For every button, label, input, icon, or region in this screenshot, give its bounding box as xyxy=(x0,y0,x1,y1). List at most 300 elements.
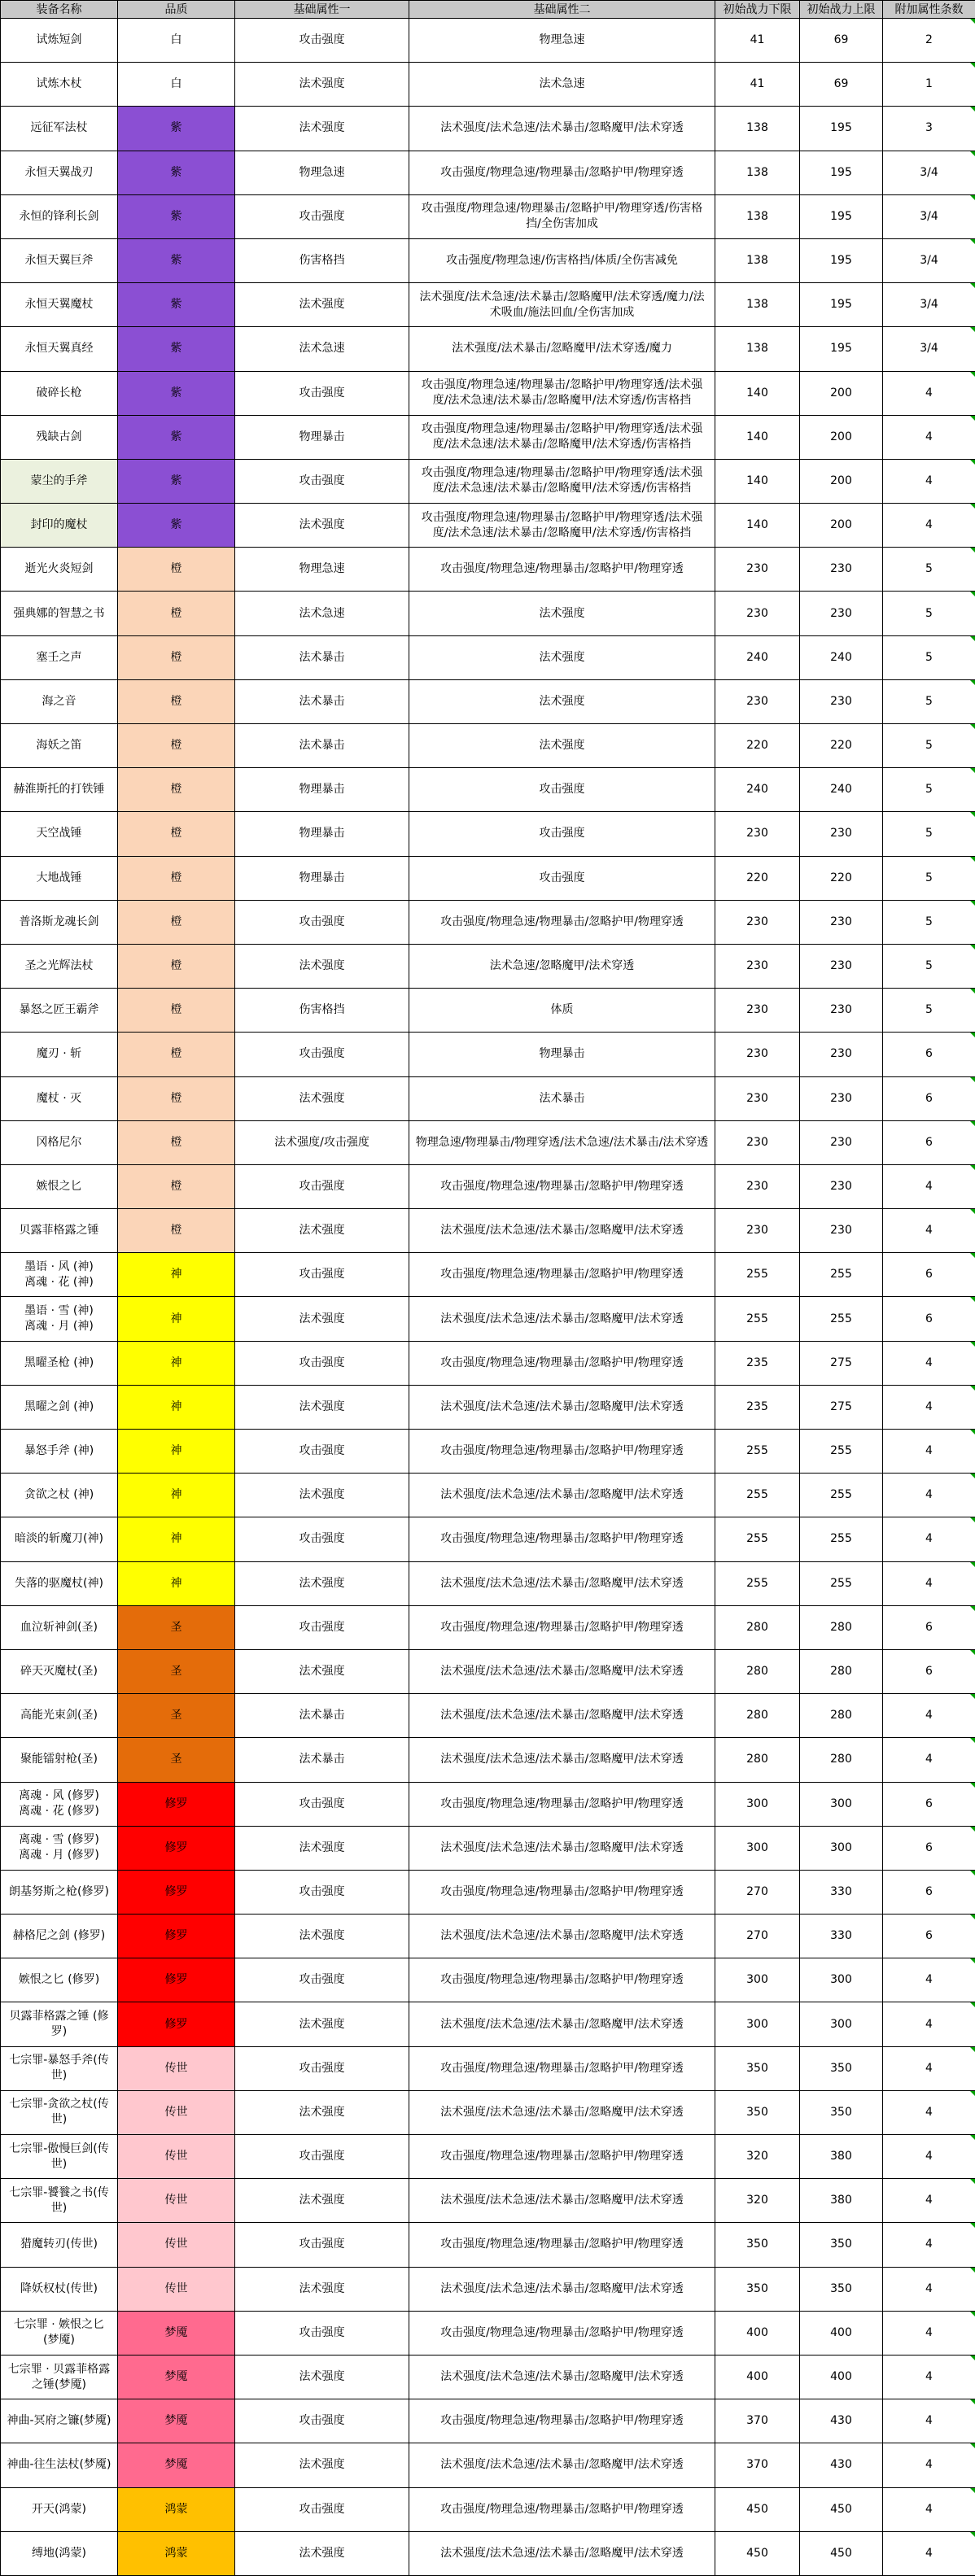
cell-attr2[interactable] xyxy=(409,592,715,635)
cell-min-power[interactable] xyxy=(715,1694,800,1738)
cell-max-power[interactable] xyxy=(800,944,883,988)
cell-attr1[interactable] xyxy=(235,107,409,151)
cell-attr2[interactable] xyxy=(409,459,715,503)
cell-min-power[interactable] xyxy=(715,1561,800,1605)
cell-name[interactable] xyxy=(1,1517,118,1561)
cell-attr2[interactable] xyxy=(409,2487,715,2531)
cell-quality[interactable] xyxy=(118,1341,235,1385)
cell-min-power[interactable] xyxy=(715,2002,800,2046)
cell-attr1[interactable] xyxy=(235,371,409,415)
cell-extra-count[interactable] xyxy=(883,194,975,238)
cell-max-power[interactable] xyxy=(800,1076,883,1120)
cell-min-power[interactable] xyxy=(715,679,800,723)
cell-attr2[interactable] xyxy=(409,1915,715,1958)
cell-name[interactable] xyxy=(1,1164,118,1208)
cell-extra-count[interactable] xyxy=(883,1341,975,1385)
cell-min-power[interactable] xyxy=(715,724,800,768)
cell-max-power[interactable] xyxy=(800,1297,883,1341)
cell-attr1[interactable] xyxy=(235,2311,409,2355)
cell-min-power[interactable] xyxy=(715,1826,800,1870)
cell-name[interactable] xyxy=(1,1782,118,1826)
cell-attr1[interactable] xyxy=(235,1209,409,1253)
cell-min-power[interactable] xyxy=(715,194,800,238)
cell-quality[interactable] xyxy=(118,2267,235,2311)
cell-attr1[interactable] xyxy=(235,415,409,459)
cell-quality[interactable] xyxy=(118,944,235,988)
cell-min-power[interactable] xyxy=(715,1253,800,1297)
cell-max-power[interactable] xyxy=(800,2311,883,2355)
cell-extra-count[interactable] xyxy=(883,1209,975,1253)
cell-name[interactable] xyxy=(1,1209,118,1253)
cell-attr1[interactable] xyxy=(235,1164,409,1208)
cell-min-power[interactable] xyxy=(715,151,800,194)
cell-name[interactable] xyxy=(1,19,118,63)
cell-name[interactable] xyxy=(1,1341,118,1385)
cell-attr2[interactable] xyxy=(409,1517,715,1561)
cell-extra-count[interactable] xyxy=(883,415,975,459)
cell-name[interactable] xyxy=(1,2443,118,2487)
cell-name[interactable] xyxy=(1,1253,118,1297)
cell-extra-count[interactable] xyxy=(883,1649,975,1693)
cell-max-power[interactable] xyxy=(800,635,883,679)
cell-quality[interactable] xyxy=(118,1474,235,1517)
cell-attr2[interactable] xyxy=(409,1076,715,1120)
cell-min-power[interactable] xyxy=(715,1209,800,1253)
cell-min-power[interactable] xyxy=(715,1738,800,1782)
cell-extra-count[interactable] xyxy=(883,679,975,723)
cell-name[interactable] xyxy=(1,504,118,548)
cell-min-power[interactable] xyxy=(715,2135,800,2179)
cell-max-power[interactable] xyxy=(800,1033,883,1076)
cell-quality[interactable] xyxy=(118,1164,235,1208)
cell-quality[interactable] xyxy=(118,504,235,548)
cell-quality[interactable] xyxy=(118,2002,235,2046)
cell-attr2[interactable] xyxy=(409,724,715,768)
cell-attr1[interactable] xyxy=(235,856,409,900)
cell-extra-count[interactable] xyxy=(883,1253,975,1297)
cell-attr1[interactable] xyxy=(235,327,409,371)
cell-name[interactable] xyxy=(1,459,118,503)
cell-min-power[interactable] xyxy=(715,1164,800,1208)
cell-name[interactable] xyxy=(1,768,118,812)
cell-attr1[interactable] xyxy=(235,1430,409,1474)
cell-quality[interactable] xyxy=(118,1120,235,1164)
cell-min-power[interactable] xyxy=(715,944,800,988)
cell-name[interactable] xyxy=(1,1958,118,2002)
cell-extra-count[interactable] xyxy=(883,283,975,327)
cell-min-power[interactable] xyxy=(715,459,800,503)
cell-max-power[interactable] xyxy=(800,1826,883,1870)
cell-extra-count[interactable] xyxy=(883,459,975,503)
cell-max-power[interactable] xyxy=(800,2002,883,2046)
cell-name[interactable] xyxy=(1,1649,118,1693)
cell-quality[interactable] xyxy=(118,548,235,592)
cell-attr2[interactable] xyxy=(409,679,715,723)
cell-name[interactable] xyxy=(1,1915,118,1958)
cell-name[interactable] xyxy=(1,2531,118,2575)
cell-quality[interactable] xyxy=(118,592,235,635)
cell-attr2[interactable] xyxy=(409,1958,715,2002)
cell-attr2[interactable] xyxy=(409,1120,715,1164)
cell-name[interactable] xyxy=(1,1033,118,1076)
cell-min-power[interactable] xyxy=(715,1430,800,1474)
cell-attr2[interactable] xyxy=(409,2355,715,2399)
cell-max-power[interactable] xyxy=(800,1649,883,1693)
cell-name[interactable] xyxy=(1,1561,118,1605)
cell-min-power[interactable] xyxy=(715,1605,800,1649)
cell-name[interactable] xyxy=(1,1870,118,1914)
cell-name[interactable] xyxy=(1,2399,118,2443)
cell-extra-count[interactable] xyxy=(883,2179,975,2223)
cell-min-power[interactable] xyxy=(715,1033,800,1076)
cell-attr1[interactable] xyxy=(235,1870,409,1914)
cell-attr2[interactable] xyxy=(409,2223,715,2267)
cell-min-power[interactable] xyxy=(715,1341,800,1385)
cell-attr1[interactable] xyxy=(235,724,409,768)
cell-quality[interactable] xyxy=(118,2487,235,2531)
cell-name[interactable] xyxy=(1,548,118,592)
cell-min-power[interactable] xyxy=(715,327,800,371)
cell-min-power[interactable] xyxy=(715,2311,800,2355)
cell-extra-count[interactable] xyxy=(883,724,975,768)
cell-name[interactable] xyxy=(1,635,118,679)
cell-min-power[interactable] xyxy=(715,1076,800,1120)
cell-quality[interactable] xyxy=(118,1253,235,1297)
cell-attr1[interactable] xyxy=(235,1076,409,1120)
cell-min-power[interactable] xyxy=(715,1870,800,1914)
cell-attr1[interactable] xyxy=(235,1738,409,1782)
cell-quality[interactable] xyxy=(118,1738,235,1782)
cell-min-power[interactable] xyxy=(715,1649,800,1693)
cell-name[interactable] xyxy=(1,1605,118,1649)
cell-attr2[interactable] xyxy=(409,1253,715,1297)
cell-name[interactable] xyxy=(1,900,118,944)
cell-attr1[interactable] xyxy=(235,592,409,635)
cell-quality[interactable] xyxy=(118,415,235,459)
cell-attr1[interactable] xyxy=(235,768,409,812)
cell-attr1[interactable] xyxy=(235,1474,409,1517)
cell-attr2[interactable] xyxy=(409,19,715,63)
cell-min-power[interactable] xyxy=(715,548,800,592)
cell-name[interactable] xyxy=(1,238,118,282)
cell-extra-count[interactable] xyxy=(883,2267,975,2311)
cell-quality[interactable] xyxy=(118,1209,235,1253)
cell-attr2[interactable] xyxy=(409,1341,715,1385)
cell-attr1[interactable] xyxy=(235,1297,409,1341)
cell-extra-count[interactable] xyxy=(883,504,975,548)
cell-attr2[interactable] xyxy=(409,327,715,371)
cell-max-power[interactable] xyxy=(800,107,883,151)
cell-extra-count[interactable] xyxy=(883,2223,975,2267)
cell-attr2[interactable] xyxy=(409,1474,715,1517)
cell-attr1[interactable] xyxy=(235,2487,409,2531)
cell-quality[interactable] xyxy=(118,107,235,151)
cell-attr2[interactable] xyxy=(409,856,715,900)
cell-max-power[interactable] xyxy=(800,2531,883,2575)
cell-attr2[interactable] xyxy=(409,1561,715,1605)
cell-attr1[interactable] xyxy=(235,2002,409,2046)
cell-quality[interactable] xyxy=(118,2311,235,2355)
cell-attr1[interactable] xyxy=(235,1561,409,1605)
cell-max-power[interactable] xyxy=(800,238,883,282)
cell-attr1[interactable] xyxy=(235,504,409,548)
cell-quality[interactable] xyxy=(118,2179,235,2223)
cell-max-power[interactable] xyxy=(800,679,883,723)
cell-name[interactable] xyxy=(1,2311,118,2355)
cell-name[interactable] xyxy=(1,63,118,107)
cell-min-power[interactable] xyxy=(715,1297,800,1341)
cell-attr2[interactable] xyxy=(409,1297,715,1341)
cell-max-power[interactable] xyxy=(800,415,883,459)
cell-quality[interactable] xyxy=(118,63,235,107)
cell-max-power[interactable] xyxy=(800,2355,883,2399)
cell-quality[interactable] xyxy=(118,2135,235,2179)
cell-extra-count[interactable] xyxy=(883,1517,975,1561)
cell-name[interactable] xyxy=(1,194,118,238)
cell-attr2[interactable] xyxy=(409,989,715,1033)
cell-quality[interactable] xyxy=(118,2046,235,2090)
cell-name[interactable] xyxy=(1,2487,118,2531)
cell-attr1[interactable] xyxy=(235,1385,409,1429)
cell-min-power[interactable] xyxy=(715,2090,800,2134)
cell-name[interactable] xyxy=(1,1076,118,1120)
cell-quality[interactable] xyxy=(118,679,235,723)
cell-attr1[interactable] xyxy=(235,1605,409,1649)
cell-max-power[interactable] xyxy=(800,1474,883,1517)
cell-min-power[interactable] xyxy=(715,1474,800,1517)
cell-extra-count[interactable] xyxy=(883,548,975,592)
cell-quality[interactable] xyxy=(118,1605,235,1649)
cell-extra-count[interactable] xyxy=(883,2355,975,2399)
cell-extra-count[interactable] xyxy=(883,1694,975,1738)
cell-min-power[interactable] xyxy=(715,415,800,459)
cell-min-power[interactable] xyxy=(715,2399,800,2443)
cell-quality[interactable] xyxy=(118,635,235,679)
cell-min-power[interactable] xyxy=(715,238,800,282)
cell-name[interactable] xyxy=(1,283,118,327)
cell-name[interactable] xyxy=(1,2355,118,2399)
cell-extra-count[interactable] xyxy=(883,2046,975,2090)
cell-extra-count[interactable] xyxy=(883,63,975,107)
cell-attr2[interactable] xyxy=(409,1826,715,1870)
cell-attr1[interactable] xyxy=(235,1826,409,1870)
cell-min-power[interactable] xyxy=(715,2267,800,2311)
cell-attr2[interactable] xyxy=(409,548,715,592)
cell-name[interactable] xyxy=(1,812,118,856)
cell-max-power[interactable] xyxy=(800,2179,883,2223)
cell-max-power[interactable] xyxy=(800,1164,883,1208)
cell-attr1[interactable] xyxy=(235,635,409,679)
cell-name[interactable] xyxy=(1,2135,118,2179)
cell-max-power[interactable] xyxy=(800,812,883,856)
cell-extra-count[interactable] xyxy=(883,1120,975,1164)
cell-quality[interactable] xyxy=(118,1297,235,1341)
cell-attr2[interactable] xyxy=(409,415,715,459)
cell-max-power[interactable] xyxy=(800,1561,883,1605)
cell-attr1[interactable] xyxy=(235,944,409,988)
cell-extra-count[interactable] xyxy=(883,900,975,944)
cell-min-power[interactable] xyxy=(715,768,800,812)
cell-attr2[interactable] xyxy=(409,2046,715,2090)
cell-quality[interactable] xyxy=(118,2531,235,2575)
cell-extra-count[interactable] xyxy=(883,1385,975,1429)
cell-min-power[interactable] xyxy=(715,107,800,151)
cell-attr2[interactable] xyxy=(409,151,715,194)
cell-attr2[interactable] xyxy=(409,2267,715,2311)
cell-quality[interactable] xyxy=(118,1870,235,1914)
cell-quality[interactable] xyxy=(118,1517,235,1561)
cell-attr1[interactable] xyxy=(235,679,409,723)
cell-extra-count[interactable] xyxy=(883,1430,975,1474)
cell-name[interactable] xyxy=(1,2267,118,2311)
cell-extra-count[interactable] xyxy=(883,2002,975,2046)
cell-min-power[interactable] xyxy=(715,63,800,107)
cell-min-power[interactable] xyxy=(715,1915,800,1958)
cell-min-power[interactable] xyxy=(715,19,800,63)
cell-max-power[interactable] xyxy=(800,2223,883,2267)
cell-attr2[interactable] xyxy=(409,2399,715,2443)
cell-quality[interactable] xyxy=(118,1915,235,1958)
cell-min-power[interactable] xyxy=(715,2443,800,2487)
cell-max-power[interactable] xyxy=(800,1253,883,1297)
cell-quality[interactable] xyxy=(118,1826,235,1870)
cell-attr1[interactable] xyxy=(235,1517,409,1561)
cell-name[interactable] xyxy=(1,327,118,371)
cell-quality[interactable] xyxy=(118,2355,235,2399)
cell-quality[interactable] xyxy=(118,151,235,194)
cell-quality[interactable] xyxy=(118,724,235,768)
cell-min-power[interactable] xyxy=(715,856,800,900)
cell-quality[interactable] xyxy=(118,1430,235,1474)
cell-quality[interactable] xyxy=(118,1694,235,1738)
cell-name[interactable] xyxy=(1,592,118,635)
cell-quality[interactable] xyxy=(118,2399,235,2443)
cell-extra-count[interactable] xyxy=(883,1561,975,1605)
cell-attr2[interactable] xyxy=(409,2090,715,2134)
cell-attr2[interactable] xyxy=(409,635,715,679)
cell-max-power[interactable] xyxy=(800,1605,883,1649)
cell-extra-count[interactable] xyxy=(883,1826,975,1870)
cell-min-power[interactable] xyxy=(715,812,800,856)
cell-min-power[interactable] xyxy=(715,283,800,327)
cell-max-power[interactable] xyxy=(800,151,883,194)
cell-quality[interactable] xyxy=(118,856,235,900)
cell-attr1[interactable] xyxy=(235,812,409,856)
cell-max-power[interactable] xyxy=(800,2399,883,2443)
cell-attr2[interactable] xyxy=(409,371,715,415)
cell-min-power[interactable] xyxy=(715,1782,800,1826)
cell-max-power[interactable] xyxy=(800,1341,883,1385)
cell-attr1[interactable] xyxy=(235,1958,409,2002)
cell-extra-count[interactable] xyxy=(883,327,975,371)
cell-name[interactable] xyxy=(1,2002,118,2046)
cell-max-power[interactable] xyxy=(800,459,883,503)
cell-extra-count[interactable] xyxy=(883,1605,975,1649)
cell-quality[interactable] xyxy=(118,768,235,812)
cell-min-power[interactable] xyxy=(715,2179,800,2223)
cell-name[interactable] xyxy=(1,1385,118,1429)
cell-extra-count[interactable] xyxy=(883,2311,975,2355)
cell-quality[interactable] xyxy=(118,371,235,415)
cell-extra-count[interactable] xyxy=(883,19,975,63)
cell-attr1[interactable] xyxy=(235,1033,409,1076)
cell-extra-count[interactable] xyxy=(883,1870,975,1914)
cell-attr2[interactable] xyxy=(409,1605,715,1649)
cell-quality[interactable] xyxy=(118,238,235,282)
cell-max-power[interactable] xyxy=(800,19,883,63)
cell-max-power[interactable] xyxy=(800,856,883,900)
cell-attr1[interactable] xyxy=(235,2223,409,2267)
cell-attr2[interactable] xyxy=(409,2002,715,2046)
cell-attr2[interactable] xyxy=(409,1385,715,1429)
cell-extra-count[interactable] xyxy=(883,107,975,151)
cell-name[interactable] xyxy=(1,415,118,459)
cell-max-power[interactable] xyxy=(800,1738,883,1782)
cell-extra-count[interactable] xyxy=(883,989,975,1033)
cell-extra-count[interactable] xyxy=(883,1958,975,2002)
cell-attr1[interactable] xyxy=(235,900,409,944)
cell-min-power[interactable] xyxy=(715,2487,800,2531)
cell-quality[interactable] xyxy=(118,327,235,371)
cell-max-power[interactable] xyxy=(800,1209,883,1253)
cell-max-power[interactable] xyxy=(800,724,883,768)
cell-extra-count[interactable] xyxy=(883,2531,975,2575)
cell-min-power[interactable] xyxy=(715,1958,800,2002)
cell-max-power[interactable] xyxy=(800,2443,883,2487)
cell-quality[interactable] xyxy=(118,459,235,503)
cell-name[interactable] xyxy=(1,1297,118,1341)
cell-extra-count[interactable] xyxy=(883,812,975,856)
cell-attr1[interactable] xyxy=(235,283,409,327)
cell-quality[interactable] xyxy=(118,1385,235,1429)
cell-attr1[interactable] xyxy=(235,19,409,63)
cell-quality[interactable] xyxy=(118,19,235,63)
cell-max-power[interactable] xyxy=(800,592,883,635)
cell-max-power[interactable] xyxy=(800,63,883,107)
cell-name[interactable] xyxy=(1,1694,118,1738)
cell-min-power[interactable] xyxy=(715,1385,800,1429)
cell-extra-count[interactable] xyxy=(883,944,975,988)
cell-attr2[interactable] xyxy=(409,768,715,812)
cell-attr1[interactable] xyxy=(235,2135,409,2179)
cell-attr2[interactable] xyxy=(409,2179,715,2223)
cell-attr2[interactable] xyxy=(409,1694,715,1738)
cell-max-power[interactable] xyxy=(800,504,883,548)
cell-quality[interactable] xyxy=(118,1076,235,1120)
cell-name[interactable] xyxy=(1,2223,118,2267)
cell-extra-count[interactable] xyxy=(883,151,975,194)
cell-max-power[interactable] xyxy=(800,1385,883,1429)
cell-name[interactable] xyxy=(1,856,118,900)
cell-extra-count[interactable] xyxy=(883,1297,975,1341)
cell-max-power[interactable] xyxy=(800,283,883,327)
cell-extra-count[interactable] xyxy=(883,1474,975,1517)
cell-max-power[interactable] xyxy=(800,548,883,592)
cell-attr2[interactable] xyxy=(409,944,715,988)
cell-name[interactable] xyxy=(1,944,118,988)
cell-min-power[interactable] xyxy=(715,2531,800,2575)
cell-attr2[interactable] xyxy=(409,504,715,548)
cell-extra-count[interactable] xyxy=(883,635,975,679)
cell-min-power[interactable] xyxy=(715,989,800,1033)
cell-attr1[interactable] xyxy=(235,1915,409,1958)
cell-max-power[interactable] xyxy=(800,768,883,812)
cell-attr1[interactable] xyxy=(235,2267,409,2311)
cell-extra-count[interactable] xyxy=(883,1915,975,1958)
cell-max-power[interactable] xyxy=(800,1958,883,2002)
cell-name[interactable] xyxy=(1,2046,118,2090)
cell-min-power[interactable] xyxy=(715,2223,800,2267)
